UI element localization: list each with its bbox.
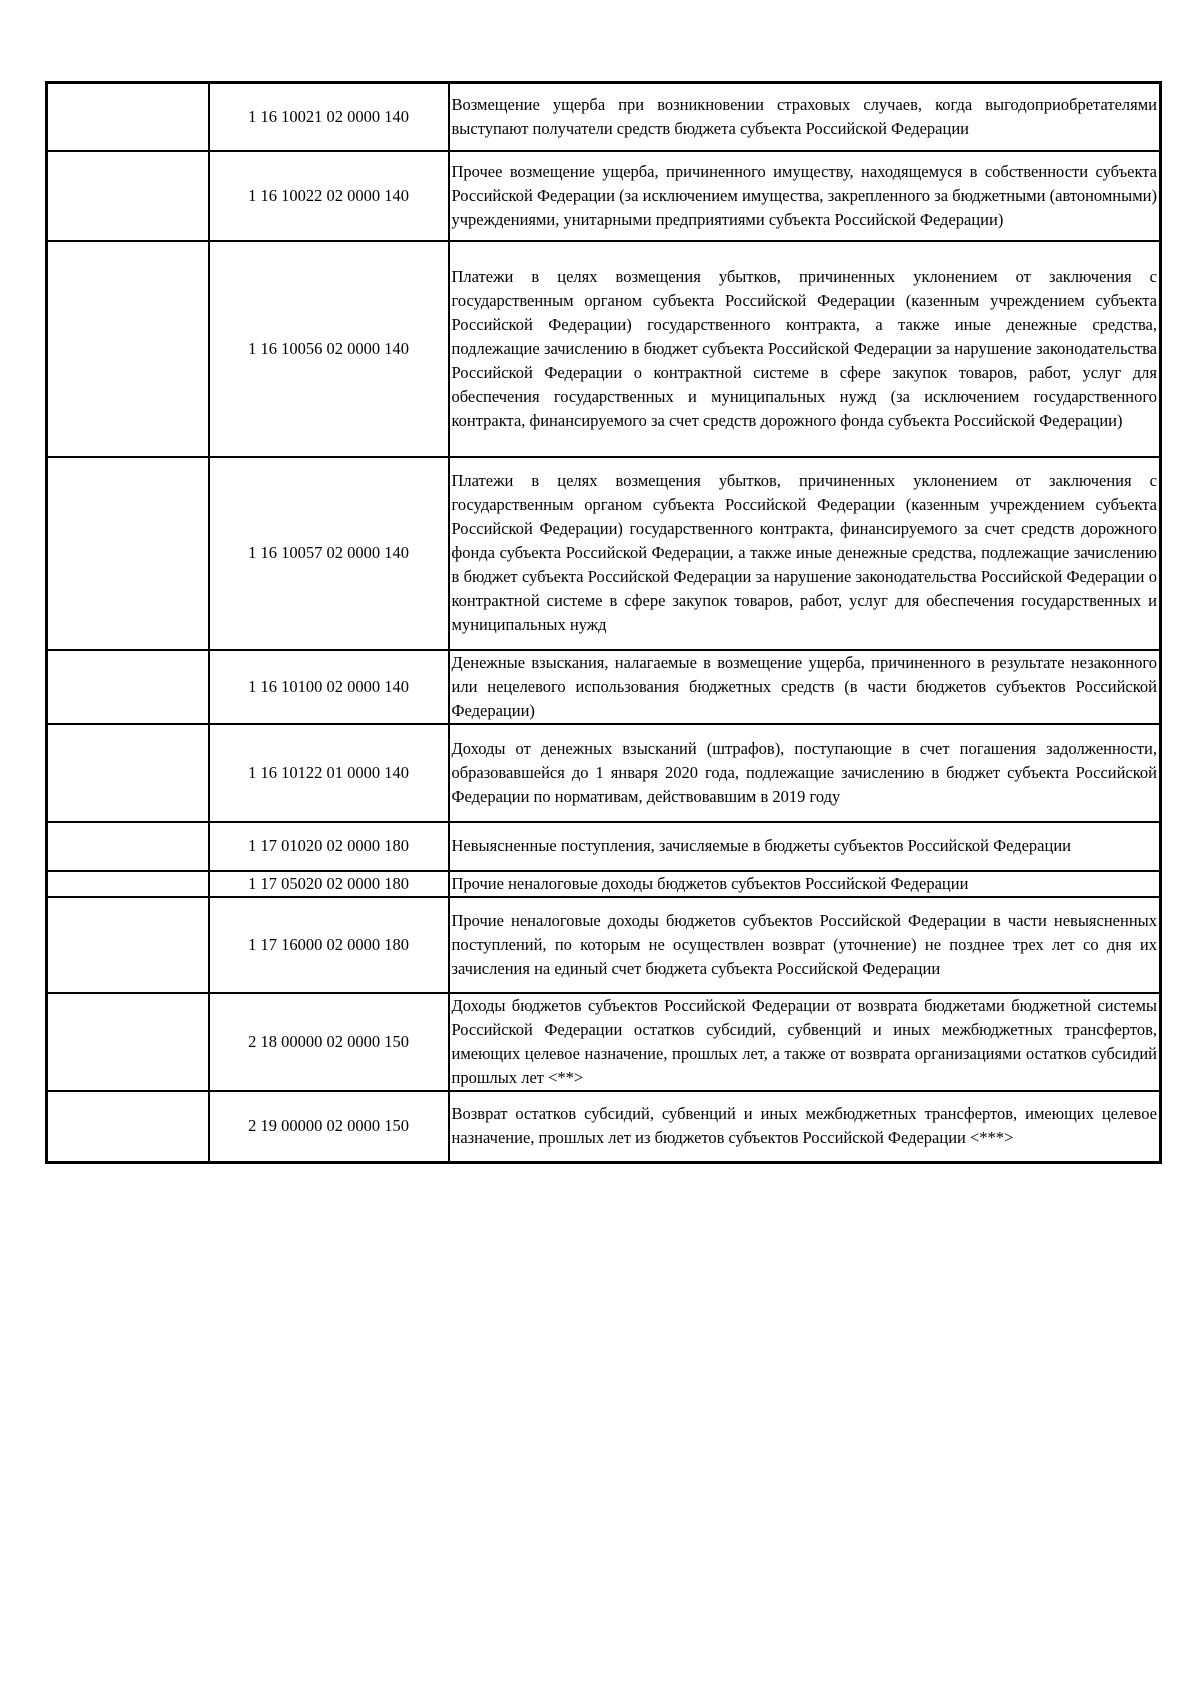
table-row (47, 241, 1161, 457)
description-cell: Доходы бюджетов субъектов Российской Федерации от возврата бюджетами бюджетной системы Российской Федерации остатков субсидий, субвенций и иных межбюджетных трансфертов, имеющих целевое назначение, прошлых лет, а также от возврата организациями остатков субсидий прошлых лет <**> (449, 993, 1161, 1091)
code-cell: 1 16 10100 02 0000 140 (209, 650, 449, 724)
code-cell: 1 17 16000 02 0000 180 (209, 897, 449, 993)
table-row (47, 650, 1161, 724)
admin-cell (47, 1091, 209, 1163)
description-cell: Невыясненные поступления, зачисляемые в бюджеты субъектов Российской Федерации (449, 822, 1161, 871)
code-cell: 1 16 10022 02 0000 140 (209, 151, 449, 241)
admin-cell (47, 897, 209, 993)
description-cell: Прочие неналоговые доходы бюджетов субъектов Российской Федерации в части невыясненных поступлений, по которым не осуществлен возврат (уточнение) не позднее трех лет со дня их зачисления на единый счет бюджета субъекта Российской Федерации (449, 897, 1161, 993)
admin-cell (47, 650, 209, 724)
admin-cell (47, 871, 209, 897)
description-cell: Прочие неналоговые доходы бюджетов субъектов Российской Федерации (449, 871, 1161, 897)
code-cell: 1 16 10056 02 0000 140 (209, 241, 449, 457)
description-cell: Доходы от денежных взысканий (штрафов), поступающие в счет погашения задолженности, образовавшейся до 1 января 2020 года, подлежащие зачислению в бюджет субъекта Российской Федерации по нормативам, действовавшим в 2019 году (449, 724, 1161, 822)
code-cell: 1 17 01020 02 0000 180 (209, 822, 449, 871)
table-row (47, 993, 1161, 1091)
description-cell: Возврат остатков субсидий, субвенций и иных межбюджетных трансфертов, имеющих целевое назначение, прошлых лет из бюджетов субъектов Российской Федерации <***> (449, 1091, 1161, 1163)
table-row (47, 871, 1161, 897)
code-cell: 2 18 00000 02 0000 150 (209, 993, 449, 1091)
code-cell: 2 19 00000 02 0000 150 (209, 1091, 449, 1163)
admin-cell (47, 724, 209, 822)
table-row (47, 457, 1161, 650)
description-cell: Возмещение ущерба при возникновении страховых случаев, когда выгодоприобретателями выступают получатели средств бюджета субъекта Российской Федерации (449, 83, 1161, 151)
description-cell: Денежные взыскания, налагаемые в возмещение ущерба, причиненного в результате незаконного или нецелевого использования бюджетных средств (в части бюджетов субъектов Российской Федерации) (449, 650, 1161, 724)
description-cell: Прочее возмещение ущерба, причиненного имуществу, находящемуся в собственности субъекта Российской Федерации (за исключением имущества, закрепленного за бюджетными (автономными) учреждениями, унитарными предприятиями субъекта Российской Федерации) (449, 151, 1161, 241)
admin-cell (47, 151, 209, 241)
code-cell: 1 16 10021 02 0000 140 (209, 83, 449, 151)
table-row (47, 83, 1161, 151)
table-row (47, 822, 1161, 871)
admin-cell (47, 83, 209, 151)
budget-revenue-table (45, 81, 1162, 1164)
admin-cell (47, 241, 209, 457)
admin-cell (47, 993, 209, 1091)
admin-cell (47, 822, 209, 871)
code-cell: 1 16 10057 02 0000 140 (209, 457, 449, 650)
code-cell: 1 16 10122 01 0000 140 (209, 724, 449, 822)
code-cell: 1 17 05020 02 0000 180 (209, 871, 449, 897)
table-row (47, 1091, 1161, 1163)
table-row (47, 151, 1161, 241)
description-cell: Платежи в целях возмещения убытков, причиненных уклонением от заключения с государственным органом субъекта Российской Федерации (казенным учреждением субъекта Российской Федерации) государственного контракта, финансируемого за счет средств дорожного фонда субъекта Российской Федерации, а также иные денежные средства, подлежащие зачислению в бюджет субъекта Российской Федерации за нарушение законодательства Российской Федерации о контрактной системе в сфере закупок товаров, работ, услуг для обеспечения государственных и муниципальных нужд (449, 457, 1161, 650)
table-row (47, 724, 1161, 822)
admin-cell (47, 457, 209, 650)
description-cell: Платежи в целях возмещения убытков, причиненных уклонением от заключения с государственным органом субъекта Российской Федерации (казенным учреждением субъекта Российской Федерации) государственного контракта, а также иные денежные средства, подлежащие зачислению в бюджет субъекта Российской Федерации за нарушение законодательства Российской Федерации о контрактной системе в сфере закупок товаров, работ, услуг для обеспечения государственных и муниципальных нужд (за исключением государственного контракта, финансируемого за счет средств дорожного фонда субъекта Российской Федерации) (449, 241, 1161, 457)
table-row (47, 897, 1161, 993)
